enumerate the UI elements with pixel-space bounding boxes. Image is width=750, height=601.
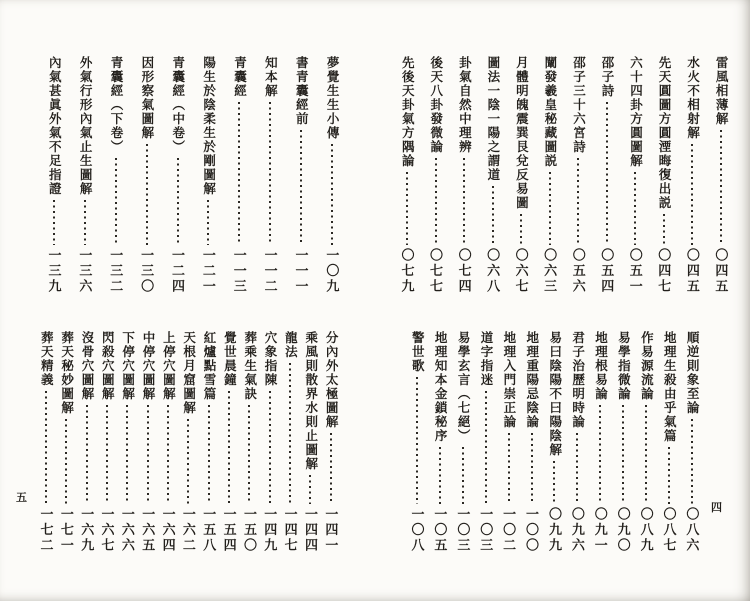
dot-leader [65,419,67,504]
toc-entry-title: 內氣甚眞外氣不足指證 [47,56,62,196]
toc-entry-title: 書青囊經前 [294,56,309,126]
toc-entry [36,331,56,553]
toc-entry [138,331,158,553]
toc-entry-title: 中停穴圖解 [140,331,155,401]
toc-entry-page-number: 一二四 [170,247,185,294]
toc-entry-title: 葬天精義 [39,331,54,387]
toc-entry-page-number: 〇八七 [661,506,677,553]
toc-entry-page-number: 〇四五 [684,247,700,294]
dot-leader [435,158,437,245]
toc-entry-page-number: 〇七九 [399,247,415,294]
toc-entry-title: 卦氣自然中理辨 [457,56,472,154]
toc-entry-page-number: 一〇九 [324,247,340,294]
toc-entry-page-number: 一〇二 [501,506,517,553]
toc-entry-page-number: 一一三 [231,247,247,294]
toc-entry-title: 月體明魄震巽艮兌反易圖 [514,56,529,210]
toc-entry [56,331,76,553]
toc-entry [499,331,519,553]
dot-leader [269,391,271,504]
toc-entry-title: 雷風相薄解 [714,56,729,126]
toc-entry-title: 地理根易論 [593,331,608,401]
toc-entry [397,56,417,294]
toc-entry-page-number: 一〇三 [455,506,471,553]
toc-entry-page-number: 〇七七 [428,247,444,294]
dot-leader [663,214,665,245]
toc-entry-title: 先後天卦氣方隅論 [400,56,415,168]
dot-leader [668,447,670,504]
toc-entry-page-number: 〇六七 [513,247,529,294]
toc-entry-title: 乘風則散界水則止圖解 [303,331,318,471]
toc-entry-title: 闡發羲皇秘藏圖説 [542,56,557,168]
toc-entry-page-number: 一〇八 [409,506,425,553]
toc-entry-title: 青囊經（中卷） [170,56,185,154]
toc-entry [44,56,64,294]
toc-entry-title: 天根月窟圖解 [181,331,196,415]
dot-leader [167,405,169,504]
toc-entry [568,56,588,294]
page-folio-left: 五 [16,492,27,504]
toc-entry-title: 外氣行形內氣止生圖解 [78,56,93,196]
toc-entry-title: 順逆則象至論 [685,331,700,415]
toc-entry [280,331,300,553]
dot-leader [462,447,464,504]
dot-leader [634,172,636,245]
dot-leader [406,172,408,245]
toc-entry [636,331,656,553]
toc-entry [291,56,311,294]
toc-entry-title: 穴象指陳 [263,331,278,387]
dot-leader [248,405,250,504]
toc-entry-page-number: 一六九 [79,506,95,553]
dot-leader [691,144,693,245]
dot-leader [84,200,86,245]
toc-entry-title: 覺世晨鐘 [222,331,237,387]
toc-entry [682,331,702,553]
toc-entry-page-number: 一三二 [108,247,124,294]
toc-entry-title: 夢覺生生小傳 [325,56,340,140]
toc-entry-title: 邵子詩 [599,56,614,98]
toc-entry-title: 陽生於陰柔生於剛圖解 [201,56,216,196]
dot-leader [330,433,332,504]
toc-entry-page-number: 一七一 [58,506,74,553]
dot-leader [177,158,179,245]
toc-entry-title: 君子治歷明時論 [570,331,585,429]
dot-leader [622,405,624,504]
dot-leader [289,363,291,504]
toc-entry-title: 警世歌 [410,331,425,373]
dot-leader [106,405,108,504]
toc-entry [322,56,342,294]
dot-leader [86,405,88,504]
toc-entry-page-number: 一二一 [200,247,216,294]
toc-entry-page-number: 〇九九 [546,506,562,553]
dot-leader [492,186,494,245]
dot-leader [606,102,608,245]
toc-entry [198,56,218,294]
toc-entry [454,56,474,294]
toc-entry-title: 葬乘生氣訣 [242,331,257,401]
toc-entry [476,331,496,553]
toc-entry-page-number: 〇五一 [627,247,643,294]
toc-entry [199,331,219,553]
toc-entry-page-number: 〇九一 [592,506,608,553]
toc-entry-page-number: 一五四 [221,506,237,553]
dot-leader [416,377,418,504]
toc-entry-page-number: 一〇〇 [524,506,540,553]
dot-leader [300,130,302,245]
toc-entry-title: 道字指迷 [478,331,493,387]
dot-leader [599,405,601,504]
toc-section-bottom-right-page4 [407,331,702,553]
toc-entry-page-number: 一一一 [293,247,309,294]
toc-entry-title: 龍法 [283,331,298,359]
toc-entry [483,56,503,294]
toc-entry-page-number: 一三六 [77,247,93,294]
toc-entry [544,331,564,553]
dot-leader [238,102,240,245]
dot-leader [208,405,210,504]
dot-leader [147,405,149,504]
page-folio-right: 四 [711,502,722,514]
toc-entry-title: 易曰陰陽不曰陽陰解 [547,331,562,457]
toc-entry-page-number: 〇五六 [570,247,586,294]
toc-entry-title: 圖法一陰一陽之謂道 [485,56,500,182]
toc-entry-page-number: 一六二 [180,506,196,553]
toc-section-top-right-page4 [397,56,731,294]
toc-entry [117,331,137,553]
toc-entry [597,56,617,294]
toc-entry [613,331,633,553]
toc-entry [711,56,731,294]
toc-entry-page-number: 一三〇 [139,247,155,294]
dot-leader [53,200,55,245]
toc-entry [654,56,674,294]
dot-leader [576,433,578,504]
toc-entry-title: 水火不相射解 [685,56,700,140]
toc-entry-page-number: 〇八六 [684,506,700,553]
toc-entry-title: 閃殺穴圖解 [100,331,115,401]
toc-entry [522,331,542,553]
dot-leader [126,405,128,504]
toc-entry [300,331,320,553]
toc-entry-title: 地理入門崇正論 [501,331,516,429]
toc-entry [219,331,239,553]
toc-entry [239,331,259,553]
toc-entry-title: 葬天秘妙圖解 [59,331,74,415]
toc-entry [77,331,97,553]
dot-leader [439,447,441,504]
toc-entry [453,331,473,553]
toc-entry-page-number: 一六五 [140,506,156,553]
dot-leader [207,200,209,245]
dot-leader [485,391,487,504]
toc-entry-page-number: 〇六八 [485,247,501,294]
dot-leader [269,102,271,245]
dot-leader [508,433,510,504]
toc-entry-page-number: 一四九 [262,506,278,553]
toc-entry-page-number: 一〇五 [432,506,448,553]
toc-entry [260,56,280,294]
toc-entry-title: 後天八卦發微論 [428,56,443,154]
toc-entry [567,331,587,553]
toc-entry-title: 青囊經（下卷） [109,56,123,154]
toc-entry-title: 因形察氣圖解 [139,56,154,140]
toc-entry-page-number: 一四四 [302,506,318,553]
toc-entry-title: 分內外太極圖解 [324,331,339,429]
dot-leader [645,405,647,504]
toc-entry-title: 地理知本金鎖秘序 [433,331,448,443]
toc-entry-page-number: 一六七 [99,506,115,553]
toc-entry [178,331,198,553]
toc-entry [511,56,531,294]
toc-entry [260,331,280,553]
toc-entry [625,56,645,294]
toc-entry [682,56,702,294]
toc-entry-page-number: 〇九〇 [615,506,631,553]
toc-entry [229,56,249,294]
toc-entry-title: 沒骨穴圖解 [79,331,94,401]
toc-entry-title: 先天圓圖方圓湮晦復出説 [657,56,672,210]
toc-entry [158,331,178,553]
toc-entry [426,56,446,294]
dot-leader [520,214,522,245]
toc-entry [540,56,560,294]
toc-entry-title: 知本解 [263,56,278,98]
toc-entry-title: 地理生殺由乎氣篇 [662,331,677,443]
dot-leader [720,130,722,245]
dot-leader [549,172,551,245]
dot-leader [146,144,148,245]
toc-entry-page-number: 一五八 [201,506,217,553]
toc-entry [97,331,117,553]
toc-entry-page-number: 〇四五 [713,247,729,294]
dot-leader [553,461,555,504]
toc-entry-page-number: 一三九 [46,247,62,294]
toc-entry-title: 青囊經 [232,56,247,98]
toc-entry-page-number: 一五〇 [241,506,257,553]
dot-leader [45,391,47,504]
toc-entry-page-number: 一六六 [119,506,135,553]
toc-entry-title: 六十四卦方圓圖解 [628,56,643,168]
toc-entry [321,331,341,553]
toc-entry-title: 下停穴圖解 [120,331,135,401]
toc-entry [137,56,157,294]
dot-leader [228,391,230,504]
toc-entry [106,56,126,294]
toc-entry [659,331,679,553]
dot-leader [577,158,579,245]
dot-leader [463,158,465,245]
toc-entry-page-number: 〇六三 [542,247,558,294]
dot-leader [331,144,333,245]
toc-entry-title: 易學指微論 [616,331,631,401]
toc-entry-page-number: 〇八九 [638,506,654,553]
toc-entry-title: 上停穴圖解 [161,331,176,401]
toc-entry-page-number: 一七二 [38,506,54,553]
dot-leader [115,158,117,245]
toc-entry-page-number: 一六四 [160,506,176,553]
dot-leader [531,433,533,504]
toc-entry-page-number: 〇九六 [569,506,585,553]
dot-leader [309,475,311,504]
toc-entry-title: 紅爐點雪篇 [202,331,216,401]
dot-leader [187,419,189,504]
toc-entry-page-number: 一〇三 [478,506,494,553]
toc-entry [75,56,95,294]
toc-entry [407,331,427,553]
dot-leader [691,419,693,504]
toc-entry-title: 邵子三十六宮詩 [571,56,586,154]
toc-entry-page-number: 一一二 [262,247,278,294]
toc-entry [168,56,188,294]
toc-entry-title: 地理重陽忌陰論 [524,331,539,429]
toc-entry-title: 易學玄言（七絕） [456,331,471,443]
toc-entry-page-number: 一四七 [282,506,298,553]
toc-entry-page-number: 〇四七 [656,247,672,294]
toc-section-bottom-left-page5 [36,331,341,553]
toc-entry-page-number: 〇五四 [599,247,615,294]
toc-entry-page-number: 〇七四 [456,247,472,294]
toc-entry [430,331,450,553]
toc-entry-title: 作易源流論 [639,331,654,401]
toc-entry-page-number: 一四一 [323,506,339,553]
toc-entry [590,331,610,553]
toc-section-top-left-page5 [44,56,342,294]
